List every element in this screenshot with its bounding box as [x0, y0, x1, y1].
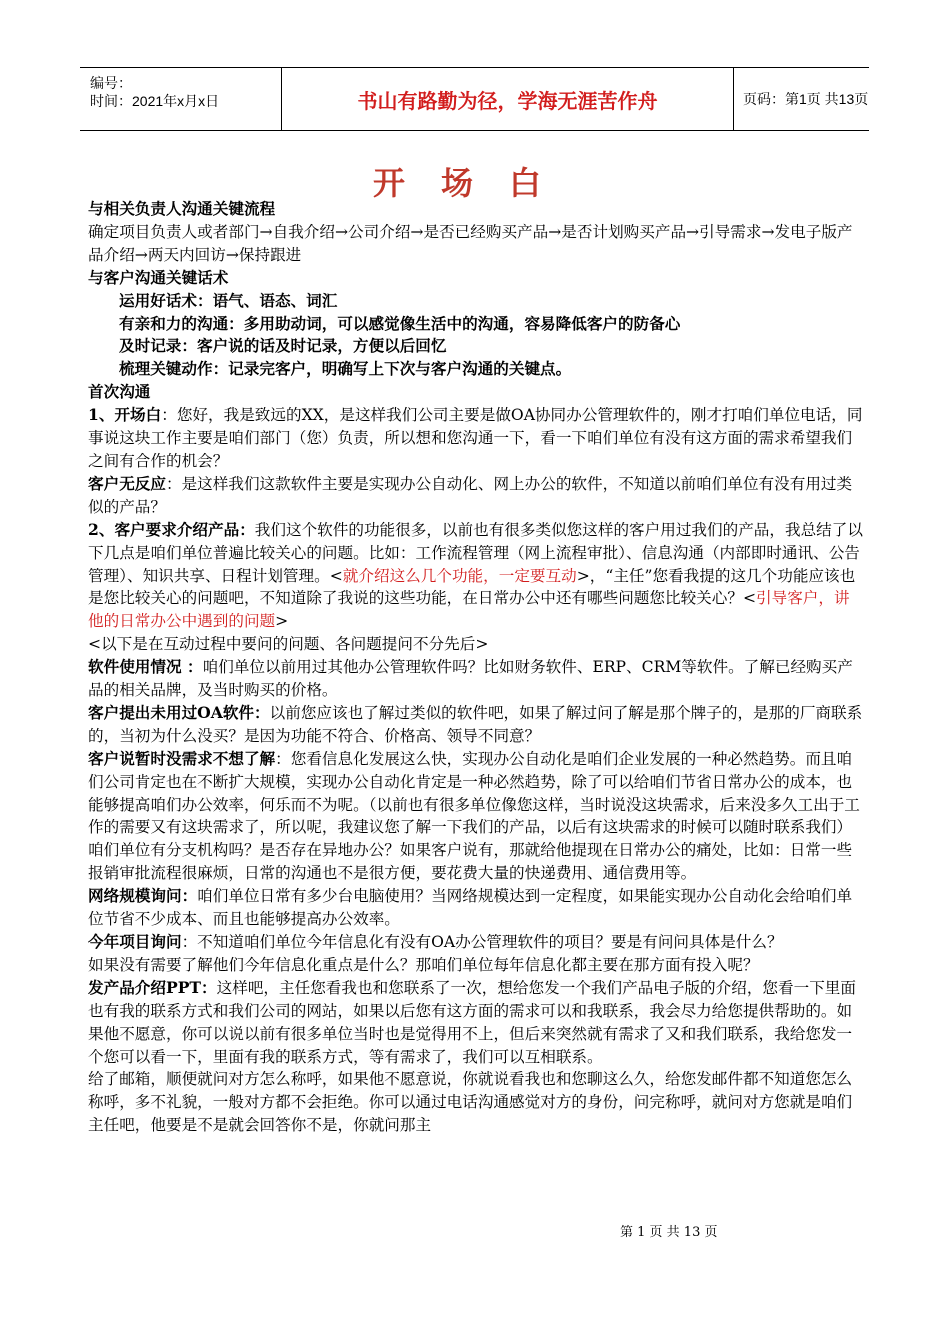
paragraph-label: 今年项目询问	[88, 932, 182, 951]
list-item: 梳理关键动作：记录完客户，明确写上下次与客户沟通的关键点。	[119, 359, 572, 379]
paragraph-text: 以前您应该也了解过类似的软件吧，如果了解过问了解是那个牌子的，是那的厂商联系的，当初为什么没买？是因为功能不符合、价格高、领导不同意？	[88, 703, 863, 745]
paragraph	[88, 748, 863, 840]
page-footer: 第 1 页 共 13 页	[620, 1225, 718, 1240]
paragraph-label: 1、开场白	[88, 405, 162, 425]
paragraph: 给了邮箱，顺便就问对方怎么称呼，如果他不愿意说，你就说看我也和您聊这么久，给您发邮件都不知道您怎么称呼，多不礼貌，一般对方都不会拒绝。你可以通过电话沟通感觉对方的身份，问完称呼，就问对方您就是咱们主任吧，他要是不是就会回答你不是，你就问那主	[88, 1070, 853, 1135]
header-motto: 书山有路勤为径，学海无涯苦作舟	[357, 88, 658, 113]
red-annotation: 就介绍这么几个功能，一定要互动	[342, 566, 577, 585]
paragraph: 确定项目负责人或者部门→自我介绍→公司介绍→是否已经购买产品→是否计划购买产品→引导需求→发电子版产品介绍→两天内回访→保持跟进	[88, 222, 853, 264]
time-label: 时间：2021年x月x日	[90, 93, 220, 109]
document-header	[80, 67, 869, 131]
paragraph: 咱们单位有分支机构吗？是否存在异地办公？如果客户说有，那就给他提现在日常办公的痛处，比如：日常一些报销审批流程很麻烦，日常的沟通也不是很方便，要花费大量的快递费用、通信费用等。	[88, 841, 853, 883]
red-annotation: 引导客户，讲他的日常办公中遇到的问题	[88, 589, 850, 631]
list-item: 有亲和力的沟通：多用助动词，可以感觉像生活中的沟通，容易降低客户的防备心	[119, 313, 681, 333]
paragraph-label: 2、客户要求介绍产品：	[88, 519, 255, 539]
paragraph	[88, 473, 863, 519]
section-heading: 与客户沟通关键话术	[88, 267, 229, 287]
paragraph	[88, 885, 863, 931]
paragraph	[88, 656, 863, 702]
paragraph	[88, 519, 863, 634]
list-item: 及时记录：客户说的话及时记录，方便以后回忆	[119, 336, 447, 356]
paragraph-label: 发产品介绍PPT：	[88, 977, 217, 997]
paragraph	[88, 977, 863, 1069]
paragraph-text: >，“主任”您看我提的这几个功能应该也是您比较关心的问题吧，不知道除了我说的这些功能，在日常办公中还有哪些问题您比较关心？<	[88, 566, 856, 608]
paragraph-text: 这样吧，主任您看我也和您联系了一次，想给您发一个我们产品电子版的介绍，您看一下里面也有我的联系方式和我们公司的网站，如果以后您有这方面的需求可以和我联系，我会尽力给您提供帮助的。如果他不愿意，你可以说以前有很多单位当时也是觉得用不上，但后来突然就有需求了又和我们联系，我给您发一个您可以看一下，里面有我的联系方式，等有需求了，我们可以互相联系。	[88, 978, 856, 1066]
paragraph-text: 咱们单位日常有多少台电脑使用？当网络规模达到一定程度，如果能实现办公自动化会给咱们单位节省不少成本、而且也能够提高办公效率。	[88, 887, 853, 929]
paragraph	[88, 931, 863, 954]
paragraph-text: ：您好，我是致远的XX，是这样我们公司主要是做OA协同办公管理软件的，刚才打咱们单位电话，同事说这块工作主要是咱们部门（您）负责，所以想和您沟通一下，看一下咱们单位有没有这方面的需求希望我们之间有合作的机会？	[88, 406, 863, 470]
header-meta	[80, 68, 282, 130]
paragraph-label: 客户说暂时没需求不想了解	[88, 748, 276, 768]
header-page-info: 页码：第1页 共13页	[743, 91, 869, 107]
list-item: 运用好话术：语气、语态、词汇	[119, 290, 338, 310]
paragraph-label: 客户提出未用过OA软件：	[88, 702, 270, 722]
section-heading: 与相关负责人沟通关键流程	[88, 199, 276, 218]
paragraph-label: 网络规模询问：	[88, 886, 198, 906]
section-heading: 首次沟通	[88, 382, 151, 402]
header-motto-cell	[282, 68, 734, 130]
paragraph-label: 软件使用情况 ：	[88, 657, 203, 677]
paragraph-label: 客户无反应	[88, 473, 166, 493]
page-title: 开场白	[372, 164, 577, 202]
paragraph: 如果没有需要了解他们今年信息化重点是什么？那咱们单位每年信息化都主要在那方面有投入呢？	[88, 955, 759, 974]
paragraph	[88, 702, 863, 748]
paragraph-text: 我们这个软件的功能很多，以前也有很多类似您这样的客户用过我们的产品，我总结了以下几点是咱们单位普遍比较关心的问题。比如：工作流程管理（网上流程审批）、信息沟通（内部即时通讯、公告管理）、知识共享、日程计划管理。<	[88, 520, 863, 585]
paragraph-text: ：不知道咱们单位今年信息化有没有OA办公管理软件的项目？要是有问问具体是什么？	[181, 933, 783, 951]
paragraph-text: >	[275, 612, 289, 631]
paragraph-text: ：是这样我们这款软件主要是实现办公自动化、网上办公的软件，不知道以前咱们单位有没有用过类似的产品？	[88, 474, 853, 516]
document-body	[88, 198, 863, 1137]
paragraph	[88, 404, 863, 473]
paragraph-text: ：您看信息化发展这么快，实现办公自动化是咱们企业发展的一种必然趋势。而且咱们公司肯定也在不断扩大规模，实现办公自动化肯定是一种必然趋势，除了可以给咱们节省日常办公的成本，也能够提高咱们办公效率，何乐而不为呢。（以前也有很多单位像您这样，当时说没这块需求，后来没多久工出于工作的需要又有这块需求了，所以呢，我建议您了解一下我们的产品，以后有这块需求的时候可以随时联系我们）	[88, 749, 860, 837]
paragraph-text: 咱们单位以前用过其他办公管理软件吗？比如财务软件、ERP、CRM等软件。了解已经购买产品的相关品牌，及当时购买的价格。	[88, 658, 853, 700]
number-label: 编号：	[90, 75, 132, 91]
paragraph: <以下是在互动过程中要问的问题、各问题提问不分先后>	[88, 635, 489, 654]
